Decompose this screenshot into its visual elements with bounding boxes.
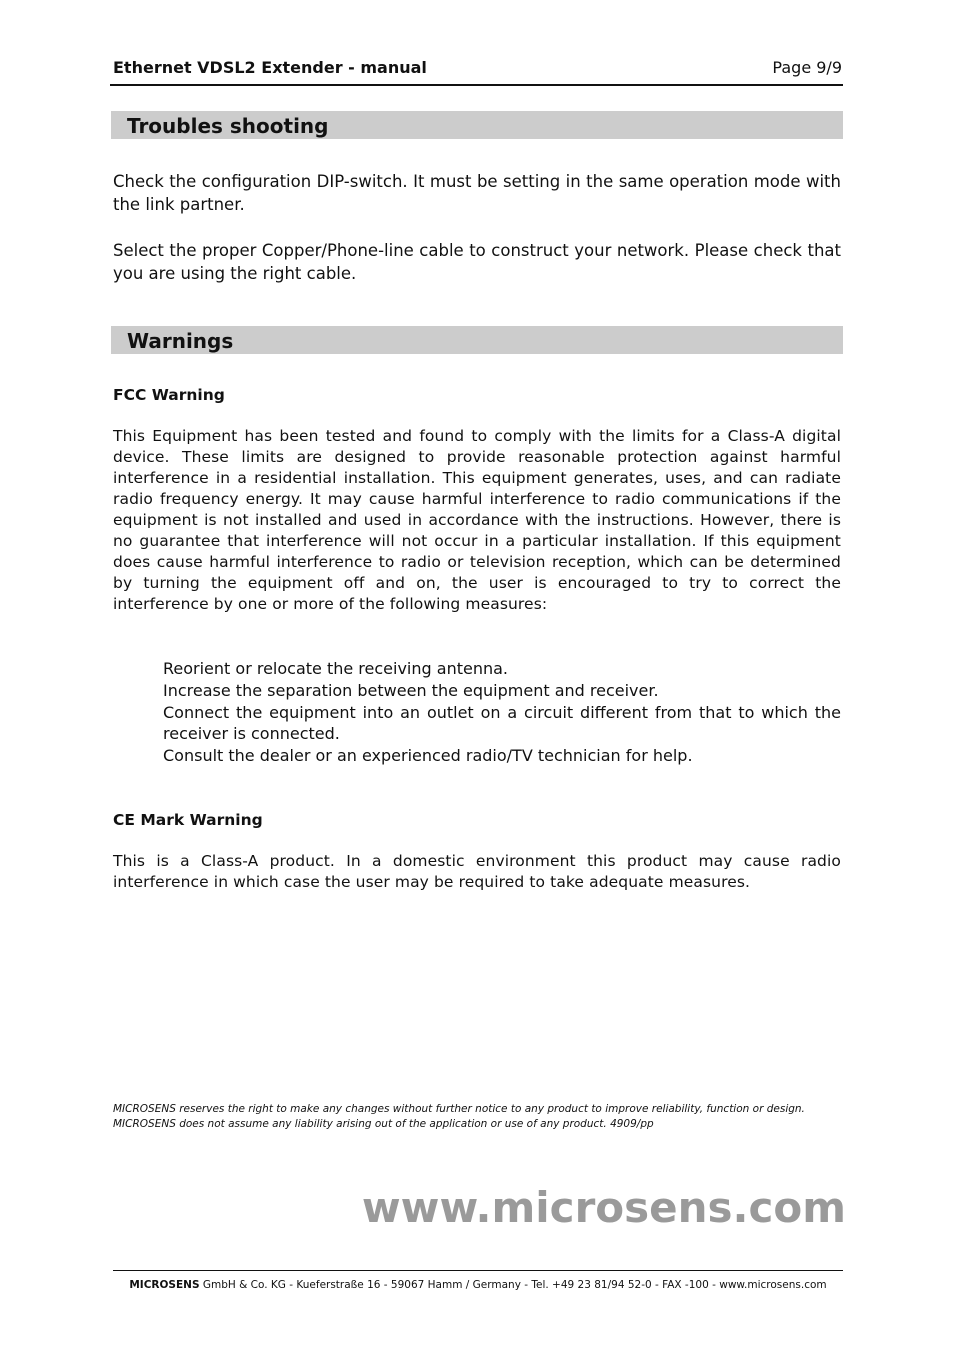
troubleshooting-section-bar [111,111,843,139]
troubleshooting-heading: Troubles shooting [127,114,329,138]
footer-divider [113,1270,843,1271]
warnings-section-bar [111,326,843,354]
footer-address [113,1277,843,1293]
troubleshooting-paragraph-2: Select the proper Copper/Phone-line cable to construct your network. Please check that you are using the right cable. [113,241,841,283]
header-divider [110,84,843,86]
ce-warning-title: CE Mark Warning [113,811,263,829]
fcc-measures-list [163,658,841,767]
footer-company: MICROSENS [129,1279,200,1291]
disclaimer-line: MICROSENS reserves the right to make any changes without further notice to any product to improve reliability, function or design. [113,1103,805,1115]
disclaimer [113,1102,853,1132]
document-title: Ethernet VDSL2 Extender - manual [113,58,427,77]
list-item: Consult the dealer or an experienced radio/TV technician for help. [163,746,693,765]
list-item: Increase the separation between the equipment and receiver. [163,681,659,700]
brand-website: www.microsens.com [361,1183,846,1232]
disclaimer-line: MICROSENS does not assume any liability arising out of the application or use of any product. 4909/pp [113,1118,654,1130]
list-item: Reorient or relocate the receiving antenna. [163,659,508,678]
troubleshooting-paragraph-1: Check the configuration DIP-switch. It must be setting in the same operation mode with the link partner. [113,172,841,214]
list-item: Connect the equipment into an outlet on a circuit different from that to which the receiver is connected. [163,703,841,743]
fcc-warning-title: FCC Warning [113,386,225,404]
ce-warning-text: This is a Class-A product. In a domestic environment this product may cause radio interference in which case the user may be required to take adequate measures. [113,852,841,891]
warnings-heading: Warnings [127,329,234,353]
fcc-warning-text: This Equipment has been tested and found to comply with the limits for a Class-A digital device. These limits are designed to provide reasonable protection against harmful interference in a residential installation. This equipment generates, uses, and can radiate radio frequency energy. It may cause harmful interference to radio communications if the equipment is not installed and used in accordance with the instructions. However, there is no guarantee that interference will not occur in a particular installation. If this equipment does cause harmful interference to radio or television reception, which can be determined by turning the equipment off and on, the user is encouraged to try to correct the interference by one or more of the following measures: [113,427,841,613]
page-number: Page 9/9 [772,58,842,77]
footer-address-text: GmbH & Co. KG - Kueferstraße 16 - 59067 Hamm / Germany - Tel. +49 23 81/94 52-0 - FAX -100 - www.microsens.com [199,1279,827,1291]
